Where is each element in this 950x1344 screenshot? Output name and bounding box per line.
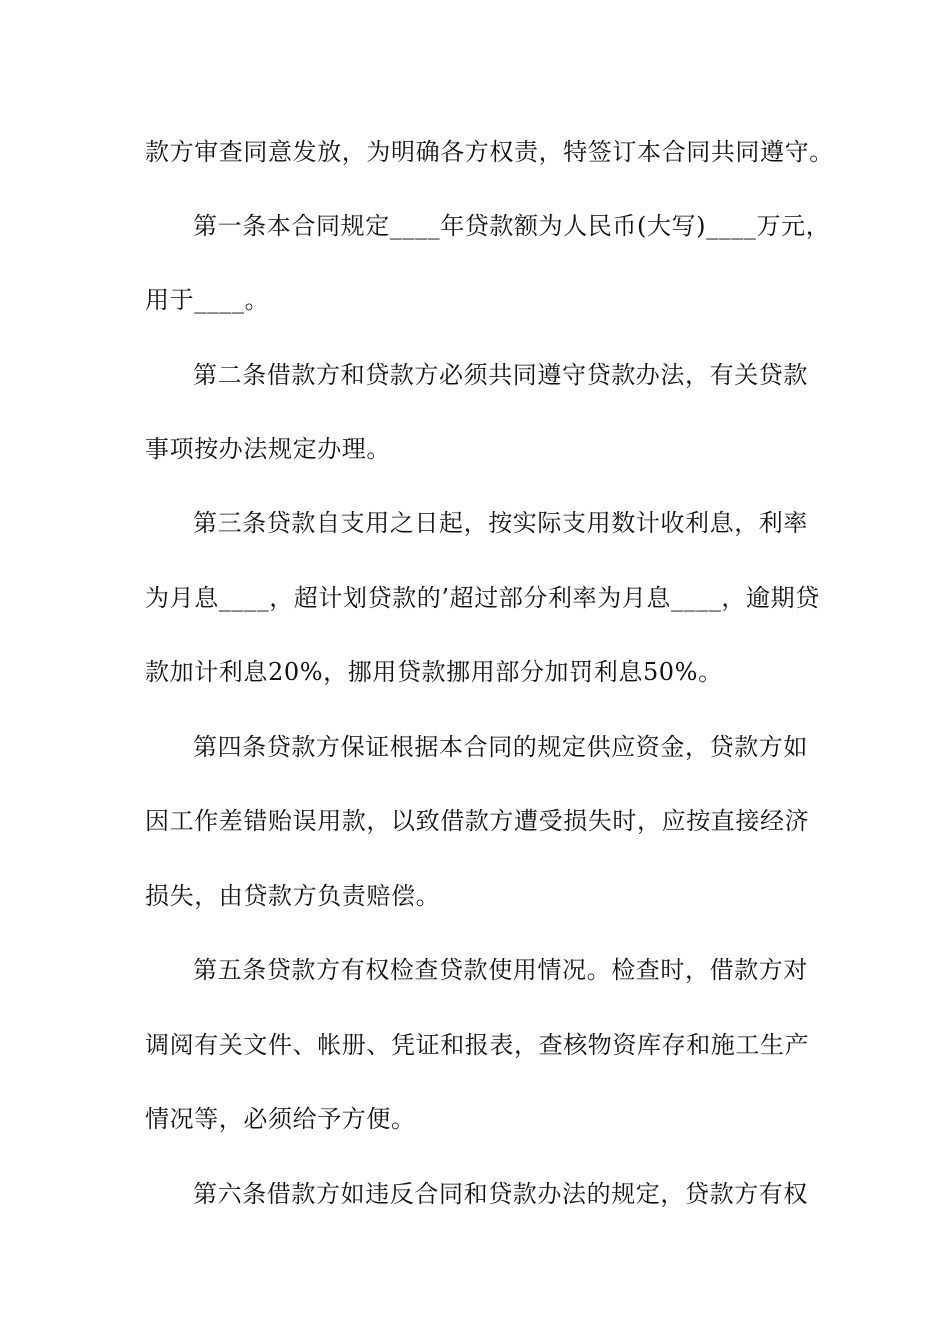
text-line: 损失，由贷款方负责赔偿。: [145, 882, 441, 910]
clause-3-line: 第三条贷款自支用之日起，按实际支用数计收利息，利率: [193, 509, 808, 537]
text-line: 因工作差错贻误用款，以致借款方遭受损失时，应按直接经济: [145, 807, 810, 835]
clause-4-line: 第四条贷款方保证根据本合同的规定供应资金，贷款方如: [193, 733, 808, 761]
clause-5-line: 第五条贷款方有权检查贷款使用情况。检查时，借款方对: [193, 956, 808, 984]
text-line: 款方审查同意发放，为明确各方权责，特签订本合同共同遵守。: [145, 138, 834, 166]
text-line: 用于____。: [145, 286, 270, 314]
clause-2-line: 第二条借款方和贷款方必须共同遵守贷款办法，有关贷款: [193, 361, 808, 389]
text-line: 事项按办法规定办理。: [145, 435, 391, 463]
text-line: 调阅有关文件、帐册、凭证和报表，查核物资库存和施工生产: [145, 1031, 810, 1059]
clause-1-line: 第一条本合同规定____年贷款额为人民币(大写)____万元，: [193, 212, 831, 240]
text-line: 情况等，必须给予方便。: [145, 1105, 416, 1133]
clause-6-line: 第六条借款方如违反合同和贷款办法的规定，贷款方有权: [193, 1180, 808, 1208]
text-line: 为月息____，超计划贷款的’超过部分利率为月息____，逾期贷: [145, 584, 820, 612]
text-line: 款加计利息20%，挪用贷款挪用部分加罚利息50%。: [145, 658, 723, 686]
